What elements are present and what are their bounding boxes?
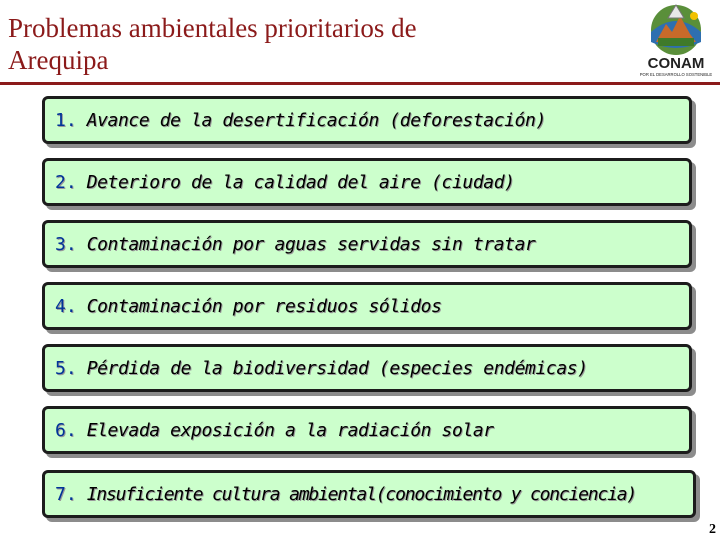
list-item (42, 406, 692, 454)
page-number: 2 (709, 522, 716, 537)
list-item (42, 96, 692, 144)
list-item-text: Avance de la desertificación (deforestación) (86, 109, 546, 131)
list-item-number: 7. (55, 483, 77, 505)
slide-title-line-2: Arequipa (8, 45, 109, 75)
list-item (42, 158, 692, 206)
list-item-text: Contaminación por residuos sólidos (86, 295, 442, 317)
list-item-text: Pérdida de la biodiversidad (especies endémicas) (86, 357, 588, 379)
logo-tagline: POR EL DESARROLLO SOSTENIBLE (639, 72, 713, 77)
list-item-number: 4. (55, 295, 77, 317)
list-item-text: Insuficiente cultura ambiental(conocimiento y conciencia) (86, 483, 636, 505)
list-item (42, 282, 692, 330)
list-item-number: 1. (55, 109, 77, 131)
list-item (42, 220, 692, 268)
list-item-text: Elevada exposición a la radiación solar (86, 419, 494, 441)
list-item-text: Contaminación por aguas servidas sin tratar (86, 233, 536, 255)
list-item-number: 3. (55, 233, 77, 255)
slide-title-line-1: Problemas ambientales prioritarios de (8, 13, 417, 43)
list-item-number: 6. (55, 419, 77, 441)
list-item-text: Deterioro de la calidad del aire (ciudad) (86, 171, 515, 193)
list-item (42, 470, 696, 518)
list-item-number: 5. (55, 357, 77, 379)
list-item (42, 344, 692, 392)
list-item-number: 2. (55, 171, 77, 193)
logo-wordmark: CONAM (647, 55, 705, 72)
